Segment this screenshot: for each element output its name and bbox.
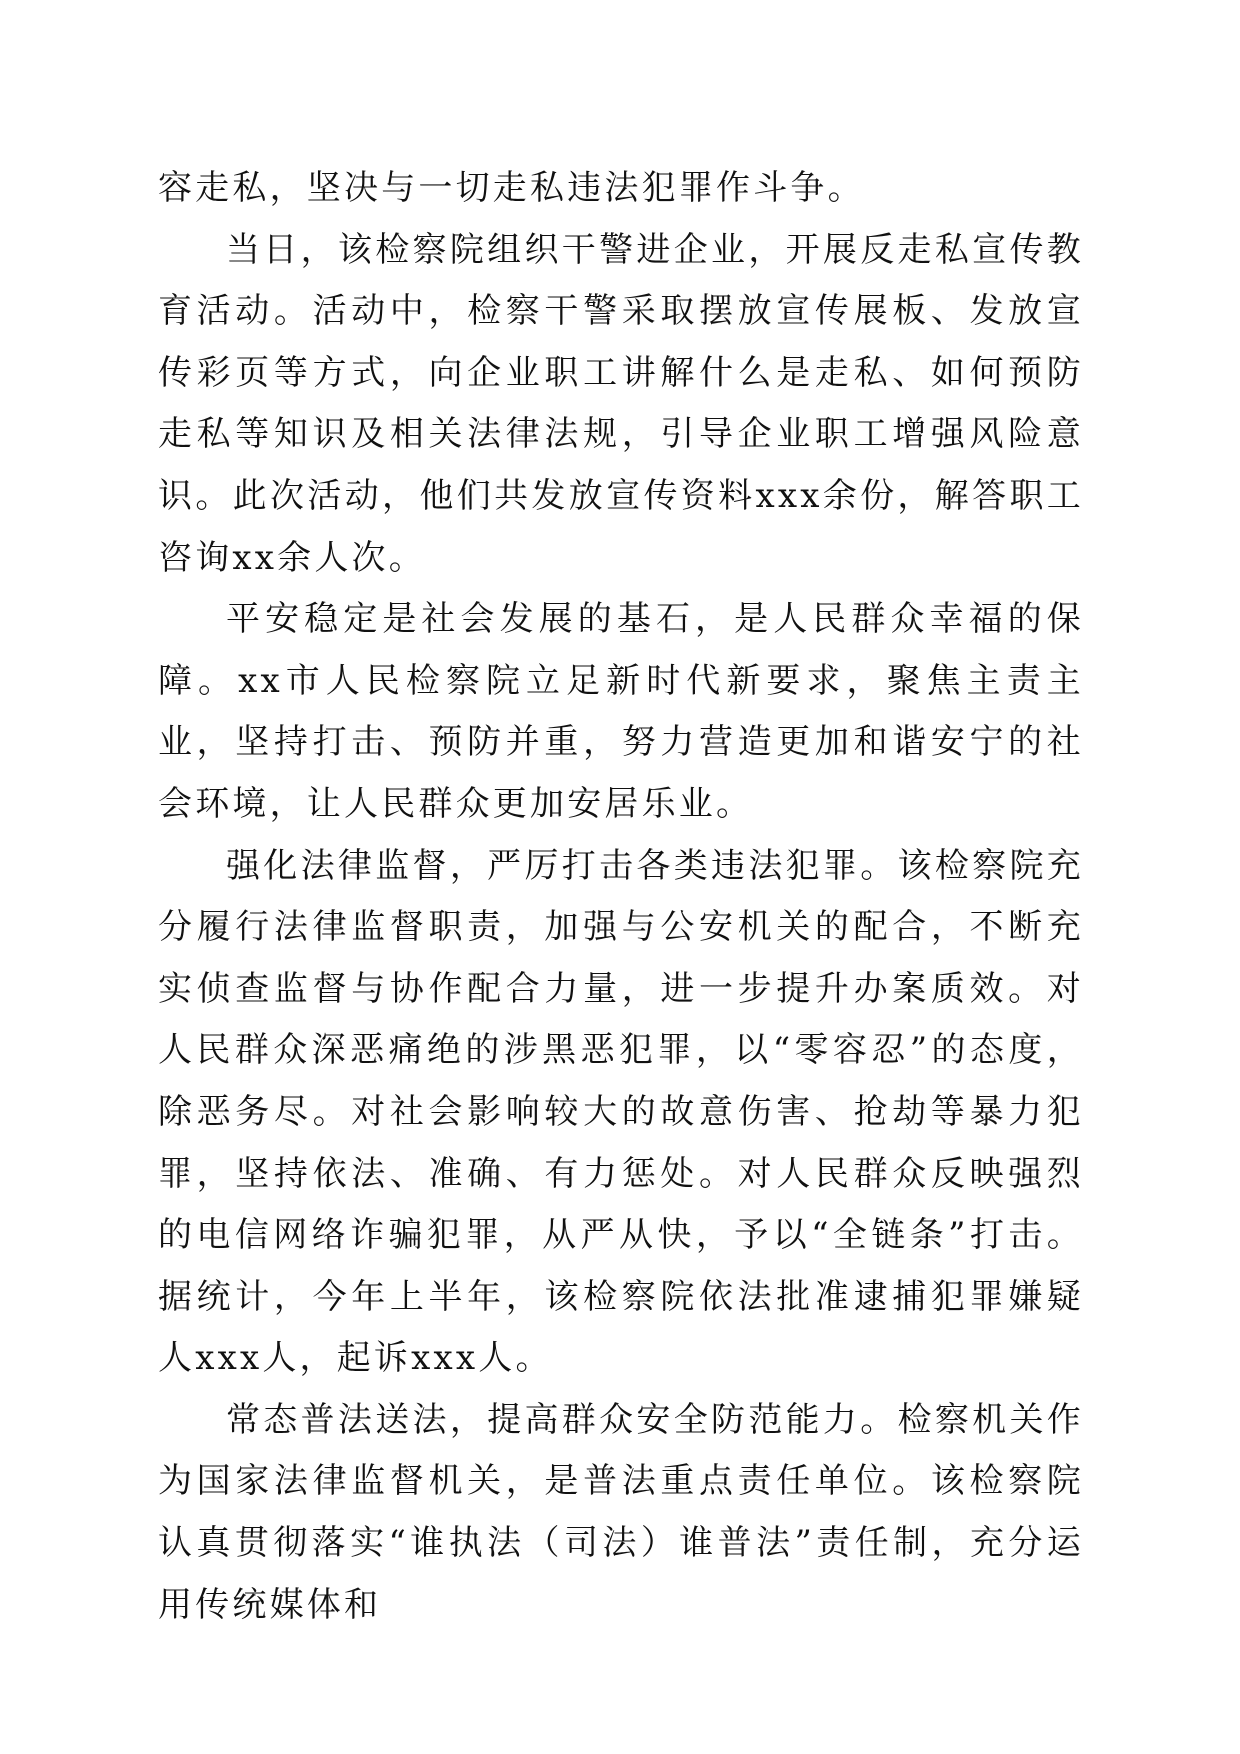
paragraph-legal-supervision: 强化法律监督，严厉打击各类违法犯罪。该检察院充分履行法律监督职责，加强与公安机关的配合，不断充实侦查监督与协作配合力量，进一步提升办案质效。对人民群众深恶痛绝的涉黑恶犯罪，以“零容忍”的态度，除恶务尽。对社会影响较大的故意伤害、抢劫等暴力犯罪，坚持依法、准确、有力惩处。对人民群众反映强烈的电信网络诈骗犯罪，从严从快，予以“全链条”打击。据统计，今年上半年，该检察院依法批准逮捕犯罪嫌疑人xxx人，起诉xxx人。 [158,845,1084,1379]
paragraph-safety-stability: 平安稳定是社会发展的基石，是人民群众幸福的保障。xx市人民检察院立足新时代新要求，聚焦主责主业，坚持打击、预防并重，努力营造更加和谐安宁的社会环境，让人民群众更加安居乐业。 [158,599,1084,824]
paragraph-continuation: 容走私，坚决与一切走私违法犯罪作斗争。 [158,168,865,208]
document-body [158,158,1084,1636]
paragraph-anti-smuggling-activity: 当日，该检察院组织干警进企业，开展反走私宣传教育活动。活动中，检察干警采取摆放宣传展板、发放宣传彩页等方式，向企业职工讲解什么是走私、如何预防走私等知识及相关法律法规，引导企业职工增强风险意识。此次活动，他们共发放宣传资料xxx余份，解答职工咨询xx余人次。 [158,229,1084,578]
paragraph-law-popularization: 常态普法送法，提高群众安全防范能力。检察机关作为国家法律监督机关，是普法重点责任单位。该检察院认真贯彻落实“谁执法（司法）谁普法”责任制，充分运用传统媒体和 [158,1399,1084,1625]
